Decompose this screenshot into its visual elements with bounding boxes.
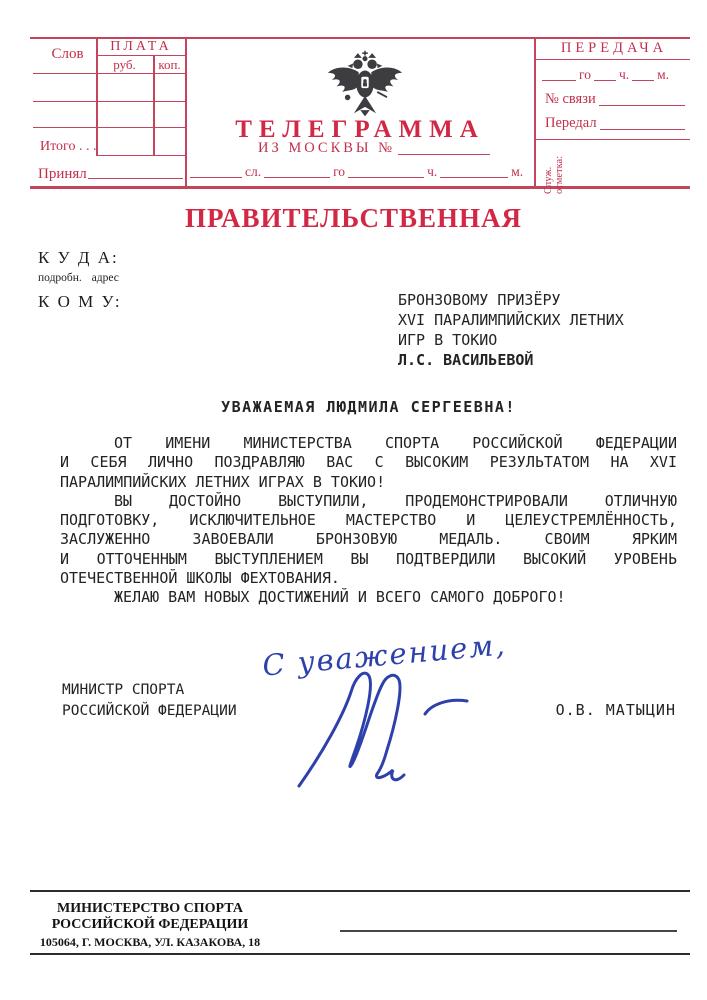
letter-body bbox=[60, 434, 677, 608]
body-line: ОТЕЧЕСТВЕННОЙ ШКОЛЫ ФЕХТОВАНИЯ. bbox=[60, 569, 340, 588]
footer-org-address: 105064, Г. МОСКВА, УЛ. КАЗАКОВА, 18 bbox=[39, 935, 261, 949]
plata-row-rule bbox=[33, 127, 186, 128]
recipient-line: XVI ПАРАЛИМПИЙСКИХ ЛЕТНИХ bbox=[398, 311, 624, 329]
svyaz-row bbox=[542, 93, 685, 106]
svyaz-label: № связи bbox=[545, 91, 596, 107]
minister-position-line: РОССИЙСКОЙ ФЕДЕРАЦИИ bbox=[62, 703, 237, 719]
from-moscow-label: ИЗ МОСКВЫ № bbox=[258, 140, 396, 156]
peredacha-ch-label: ч. bbox=[618, 67, 630, 82]
recipient-line: ИГР В ТОКИО bbox=[398, 331, 498, 349]
body-line: ЗАСЛУЖЕННО ЗАВОЕВАЛИ БРОНЗОВУЮ МЕДАЛЬ. СВОИМ ЯРКИМ bbox=[60, 530, 677, 549]
plata-box-bottom-rule bbox=[96, 155, 186, 156]
plata-title: ПЛАТА bbox=[110, 39, 172, 54]
itogo-label: Итого . . . bbox=[40, 139, 97, 154]
body-line: ЖЕЛАЮ ВАМ НОВЫХ ДОСТИЖЕНИЙ И ВСЕГО САМОГО ДОБРОГО! bbox=[114, 588, 566, 607]
recipient-name: Л.С. ВАСИЛЬЕВОЙ bbox=[398, 351, 534, 369]
kuda-sub-label: подробн. адрес bbox=[38, 272, 119, 284]
body-line: ОТ ИМЕНИ МИНИСТЕРСТВА СПОРТА РОССИЙСКОЙ ФЕДЕРАЦИИ bbox=[114, 434, 677, 452]
komu-label: К О М У: bbox=[38, 292, 122, 311]
footer-bottom-rule bbox=[30, 953, 690, 955]
plata-row-rule bbox=[33, 101, 186, 102]
peredal-row bbox=[542, 117, 685, 130]
minister-name: О.В. МАТЫЦИН bbox=[555, 701, 676, 719]
fill-line bbox=[398, 142, 490, 155]
from-moscow-row bbox=[255, 142, 490, 155]
handwritten-closing: С уважением, bbox=[260, 627, 508, 683]
classification-title: ПРАВИТЕЛЬСТВЕННАЯ bbox=[184, 203, 523, 233]
fill-line bbox=[632, 68, 654, 81]
fill-line bbox=[542, 68, 576, 81]
body-line: И ОТТОЧЕННЫМ ВЫСТУПЛЕНИЕМ ВЫ ПОДТВЕРДИЛИ ВЫСОКИЙ УРОВЕНЬ bbox=[60, 549, 677, 568]
prinyal-fill-line bbox=[88, 178, 183, 179]
kuda-label: К У Д А: bbox=[38, 248, 119, 267]
fill-line bbox=[348, 165, 424, 178]
minister-position bbox=[62, 680, 237, 722]
recipient-block bbox=[398, 290, 624, 370]
footer-top-rule bbox=[30, 890, 690, 892]
rub-label: руб. bbox=[113, 57, 136, 72]
footer-fill-line bbox=[340, 930, 677, 932]
peredal-label: Передал bbox=[545, 115, 597, 131]
sluzh-otmetka-label bbox=[543, 132, 565, 194]
sluzh-line1: Служ. bbox=[543, 166, 554, 194]
peredacha-m-label: м. bbox=[657, 67, 670, 82]
fill-line bbox=[599, 93, 685, 106]
center-service-row bbox=[190, 165, 526, 178]
footer-org-line: МИНИСТЕРСТВО СПОРТА bbox=[57, 901, 243, 916]
peredacha-title: ПЕРЕДАЧА bbox=[560, 40, 668, 56]
kop-label: коп. bbox=[158, 57, 181, 72]
form-bottom-rule bbox=[30, 186, 690, 189]
peredacha-go-label: го bbox=[579, 67, 591, 82]
body-line: ПОДГОТОВКУ, ИСКЛЮЧИТЕЛЬНОЕ МАСТЕРСТВО И ЦЕЛЕУСТРЕМЛЁННОСТЬ, bbox=[60, 511, 677, 530]
salutation: УВАЖАЕМАЯ ЛЮДМИЛА СЕРГЕЕВНА! bbox=[221, 398, 516, 416]
fill-line bbox=[594, 68, 616, 81]
recipient-line: БРОНЗОВОМУ ПРИЗЁРУ bbox=[398, 291, 561, 309]
peredacha-header-rule bbox=[534, 59, 690, 60]
body-line: ПАРАЛИМПИЙСКИХ ЛЕТНИХ ИГРАХ В ТОКИО! bbox=[60, 472, 386, 491]
m-label: м. bbox=[511, 164, 524, 179]
prinyal-label: Принял bbox=[38, 166, 87, 182]
slov-label: Слов bbox=[51, 46, 84, 62]
plata-row-rule bbox=[33, 73, 186, 74]
body-line: ВЫ ДОСТОЙНО ВЫСТУПИЛИ, ПРОДЕМОНСТРИРОВАЛИ ОТЛИЧНУЮ bbox=[114, 491, 677, 510]
footer-org-block bbox=[25, 901, 275, 951]
body-line: И СЕБЯ ЛИЧНО ПОЗДРАВЛЯЮ ВАС С ВЫСОКИМ РЕЗУЛЬТАТОМ НА XVI bbox=[60, 453, 677, 472]
russia-coat-of-arms-icon bbox=[325, 50, 405, 118]
minister-position-line: МИНИСТР СПОРТА bbox=[62, 682, 185, 698]
sluzh-line2: отметка: bbox=[554, 155, 565, 194]
fill-line bbox=[190, 165, 242, 178]
peredacha-time-row bbox=[542, 68, 672, 81]
ch-label: ч. bbox=[427, 164, 438, 179]
go-label: го bbox=[333, 164, 346, 179]
sl-label: сл. bbox=[245, 164, 262, 179]
fill-line bbox=[264, 165, 330, 178]
handwritten-signature bbox=[285, 660, 495, 790]
fill-line bbox=[440, 165, 508, 178]
telegram-title: ТЕЛЕГРАММА bbox=[235, 116, 485, 143]
fill-line bbox=[600, 117, 685, 130]
footer-org-line: РОССИЙСКОЙ ФЕДЕРАЦИИ bbox=[51, 917, 249, 932]
